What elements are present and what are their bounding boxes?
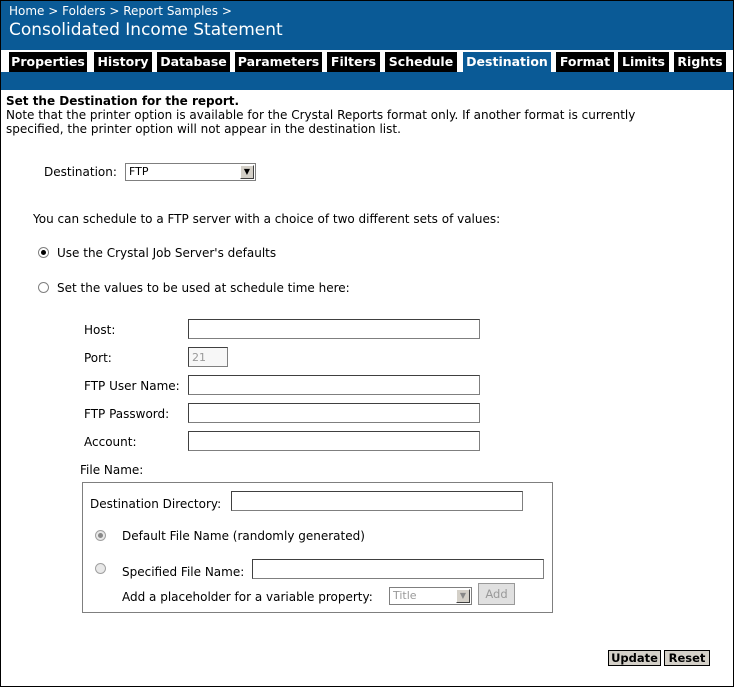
tab-rights[interactable]: Rights — [674, 52, 726, 72]
port-label: Port: — [84, 351, 112, 365]
port-input[interactable] — [188, 347, 228, 367]
tab-schedule[interactable]: Schedule — [385, 52, 457, 72]
file-name-label: File Name: — [80, 463, 144, 477]
use-defaults-radio[interactable] — [38, 247, 49, 258]
ftp-password-input[interactable] — [188, 403, 480, 423]
tab-format[interactable]: Format — [556, 52, 614, 72]
reset-button[interactable]: Reset — [664, 650, 710, 666]
tab-history[interactable]: History — [94, 52, 152, 72]
host-input[interactable] — [188, 319, 480, 339]
ftp-intro-text: You can schedule to a FTP server with a choice of two different sets of values: — [33, 212, 501, 226]
section-heading: Set the Destination for the report. — [6, 94, 240, 108]
account-label: Account: — [84, 435, 137, 449]
tab-filters[interactable]: Filters — [327, 52, 380, 72]
default-file-name-radio[interactable] — [95, 530, 106, 541]
destination-select[interactable] — [125, 163, 256, 181]
page-header — [1, 1, 733, 90]
default-file-name-label: Default File Name (randomly generated) — [122, 529, 365, 543]
destination-directory-input[interactable] — [231, 491, 523, 511]
use-defaults-label: Use the Crystal Job Server's defaults — [57, 246, 277, 260]
breadcrumb — [9, 4, 232, 18]
placeholder-select[interactable] — [389, 587, 472, 605]
breadcrumb-separator: > — [221, 4, 232, 18]
destination-label: Destination: — [44, 165, 117, 179]
tab-destination[interactable]: Destination — [463, 52, 551, 72]
destination-value: FTP — [129, 165, 149, 178]
tab-properties[interactable]: Properties — [9, 52, 87, 72]
specified-file-name-label: Specified File Name: — [122, 565, 245, 579]
breadcrumb-folders[interactable]: Folders — [62, 4, 106, 18]
chevron-down-icon: ▼ — [240, 165, 254, 179]
tab-parameters[interactable]: Parameters — [235, 52, 322, 72]
chevron-down-icon: ▼ — [456, 589, 470, 603]
tab-database[interactable]: Database — [157, 52, 230, 72]
ftp-user-input[interactable] — [188, 375, 480, 395]
add-placeholder-button[interactable]: Add — [478, 583, 515, 605]
account-input[interactable] — [188, 431, 480, 451]
note-line-1: Note that the printer option is available for the Crystal Reports format only. If another format is currently — [6, 108, 636, 122]
breadcrumb-home[interactable]: Home — [9, 4, 45, 18]
ftp-password-label: FTP Password: — [84, 407, 170, 421]
specified-file-name-input[interactable] — [252, 559, 544, 579]
ftp-user-label: FTP User Name: — [84, 379, 180, 393]
breadcrumb-report-samples[interactable]: Report Samples — [123, 4, 219, 18]
page-title: Consolidated Income Statement — [9, 20, 283, 40]
placeholder-value: Title — [393, 589, 417, 602]
tab-limits[interactable]: Limits — [618, 52, 669, 72]
update-button[interactable]: Update — [608, 650, 661, 666]
host-label: Host: — [84, 323, 116, 337]
set-values-radio[interactable] — [38, 282, 49, 293]
set-values-label: Set the values to be used at schedule time here: — [57, 281, 350, 295]
tab-bar — [1, 50, 733, 72]
destination-directory-label: Destination Directory: — [90, 497, 222, 511]
note-line-2: specified, the printer option will not appear in the destination list. — [6, 122, 401, 136]
breadcrumb-separator: > — [109, 4, 120, 18]
breadcrumb-separator: > — [48, 4, 59, 18]
specified-file-name-radio[interactable] — [95, 563, 106, 574]
placeholder-label: Add a placeholder for a variable property: — [122, 590, 373, 604]
